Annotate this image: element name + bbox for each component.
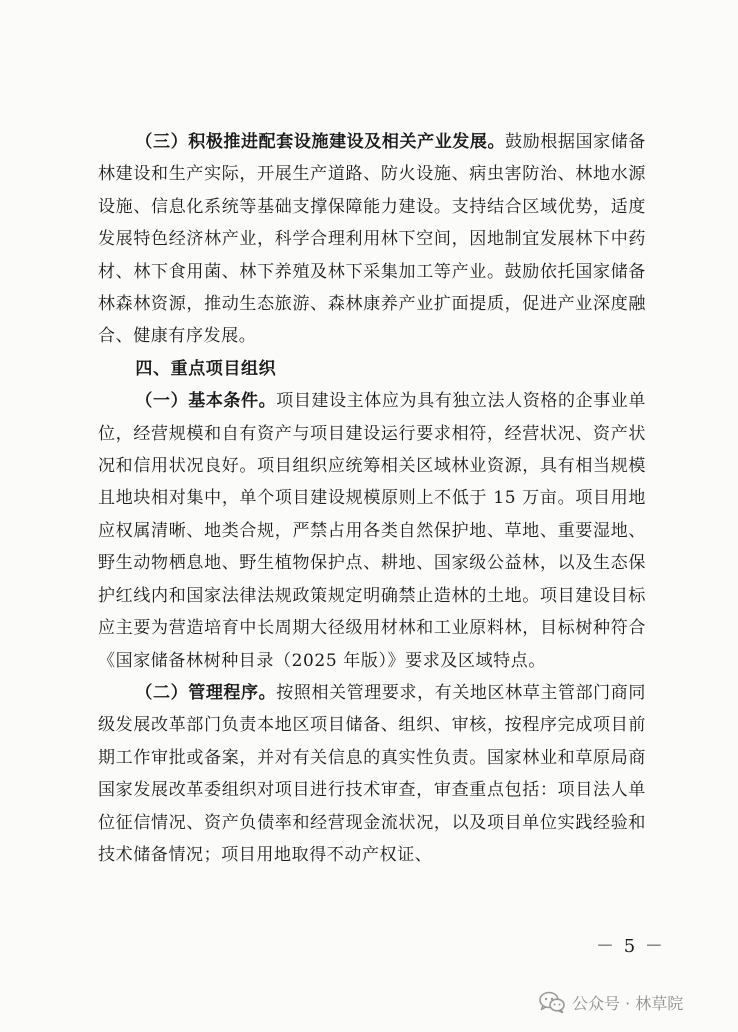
section-heading: 四、重点项目组织 — [135, 358, 277, 379]
watermark-text: 公众号 · 林草院 — [572, 993, 684, 1013]
wechat-watermark — [538, 988, 683, 1016]
paragraph-lead: （一）基本条件。 — [135, 391, 277, 412]
paragraph-management-procedure — [98, 677, 646, 871]
paragraph-basic-conditions — [98, 385, 646, 677]
paragraph-text: 项目建设主体应为具有独立法人资格的企事业单位，经营规模和自有资产与项目建设运行要求相符，经营状况、资产状况和信用状况良好。项目组织应统筹相关区域林业资源，具有相当规模且地块相对集中，单个项目建设规模原则上不低于 15 万亩。项目用地应权属清晰、地类合规，严禁占用各类自然保护地、草地、重要湿地、野生动物栖息地、野生植物保护点、耕地、国家级公益林，以及生态保护红线内和国家法律法规政策规定明确禁止造林的土地。项目建设目标应主要为营造培育中长周期大径级用材林和工业原料林，目标树种符合《国家储备林树种目录（2025 年版）》要求及区域特点。 — [98, 391, 646, 671]
paragraph-lead: （三）积极推进配套设施建设及相关产业发展。 — [135, 132, 506, 152]
document-body — [98, 126, 646, 871]
paragraph-text: 按照相关管理要求，有关地区林草主管部门商同级发展改革部门负责本地区项目储备、组织、审核，按程序完成项目前期工作审批或备案，并对有关信息的真实性负责。国家林业和草原局商国家发展改革委组织对项目进行技术审查，审查重点包括：项目法人单位征信情况、资产负债率和经营现金流状况，以及项目单位实践经验和技术储备情况；项目用地取得不动产权证、 — [98, 682, 646, 865]
page-number: － 5 － — [596, 936, 665, 957]
paragraph-lead: （二）管理程序。 — [135, 682, 277, 703]
wechat-icon — [538, 990, 566, 1014]
paragraph-infrastructure — [98, 126, 646, 353]
paragraph-text: 鼓励根据国家储备林建设和生产实际，开展生产道路、防火设施、病虫害防治、林地水源设施、信息化系统等基础支撑保障能力建设。支持结合区域优势，适度发展特色经济林产业，科学合理利用林下空间，因地制宜发展林下中药材、林下食用菌、林下养殖及林下采集加工等产业。鼓励依托国家储备林森林资源，推动生态旅游、森林康养产业扩面提质，促进产业深度融合、健康有序发展。 — [98, 132, 646, 347]
